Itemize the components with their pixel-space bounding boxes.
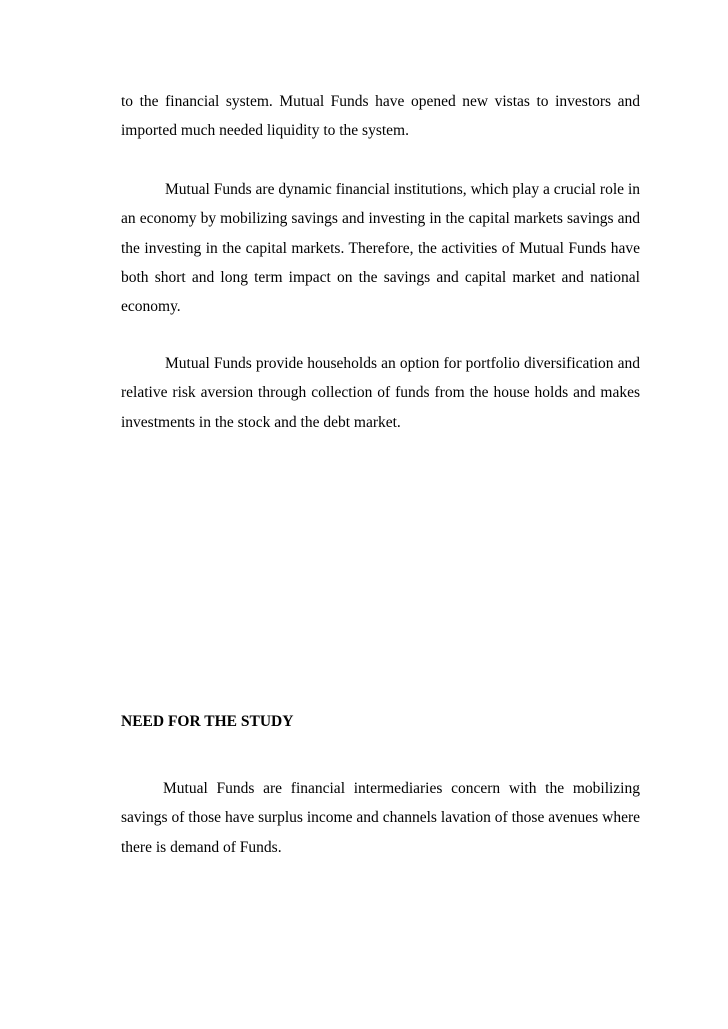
paragraph-mutual-funds-households: Mutual Funds provide households an option for portfolio diversification and relative risk aversion through collection of funds from the house holds and makes investments in the stock and the debt market. xyxy=(121,355,640,431)
section-heading-need-for-study: NEED FOR THE STUDY xyxy=(121,713,294,730)
paragraph-mutual-funds-dynamic: Mutual Funds are dynamic financial institutions, which play a crucial role in an economy by mobilizing savings and investing in the capital markets savings and the investing in the capital markets. Therefore, the activities of Mutual Funds have both short and long term impact on the savings and capital market and national economy. xyxy=(121,181,640,316)
paragraph-continuation: to the financial system. Mutual Funds have opened new vistas to investors and imported much needed liquidity to the system. xyxy=(121,93,640,140)
paragraph-need-for-study: Mutual Funds are financial intermediaries concern with the mobilizing savings of those have surplus income and channels lavation of those avenues where there is demand of Funds. xyxy=(121,780,640,856)
